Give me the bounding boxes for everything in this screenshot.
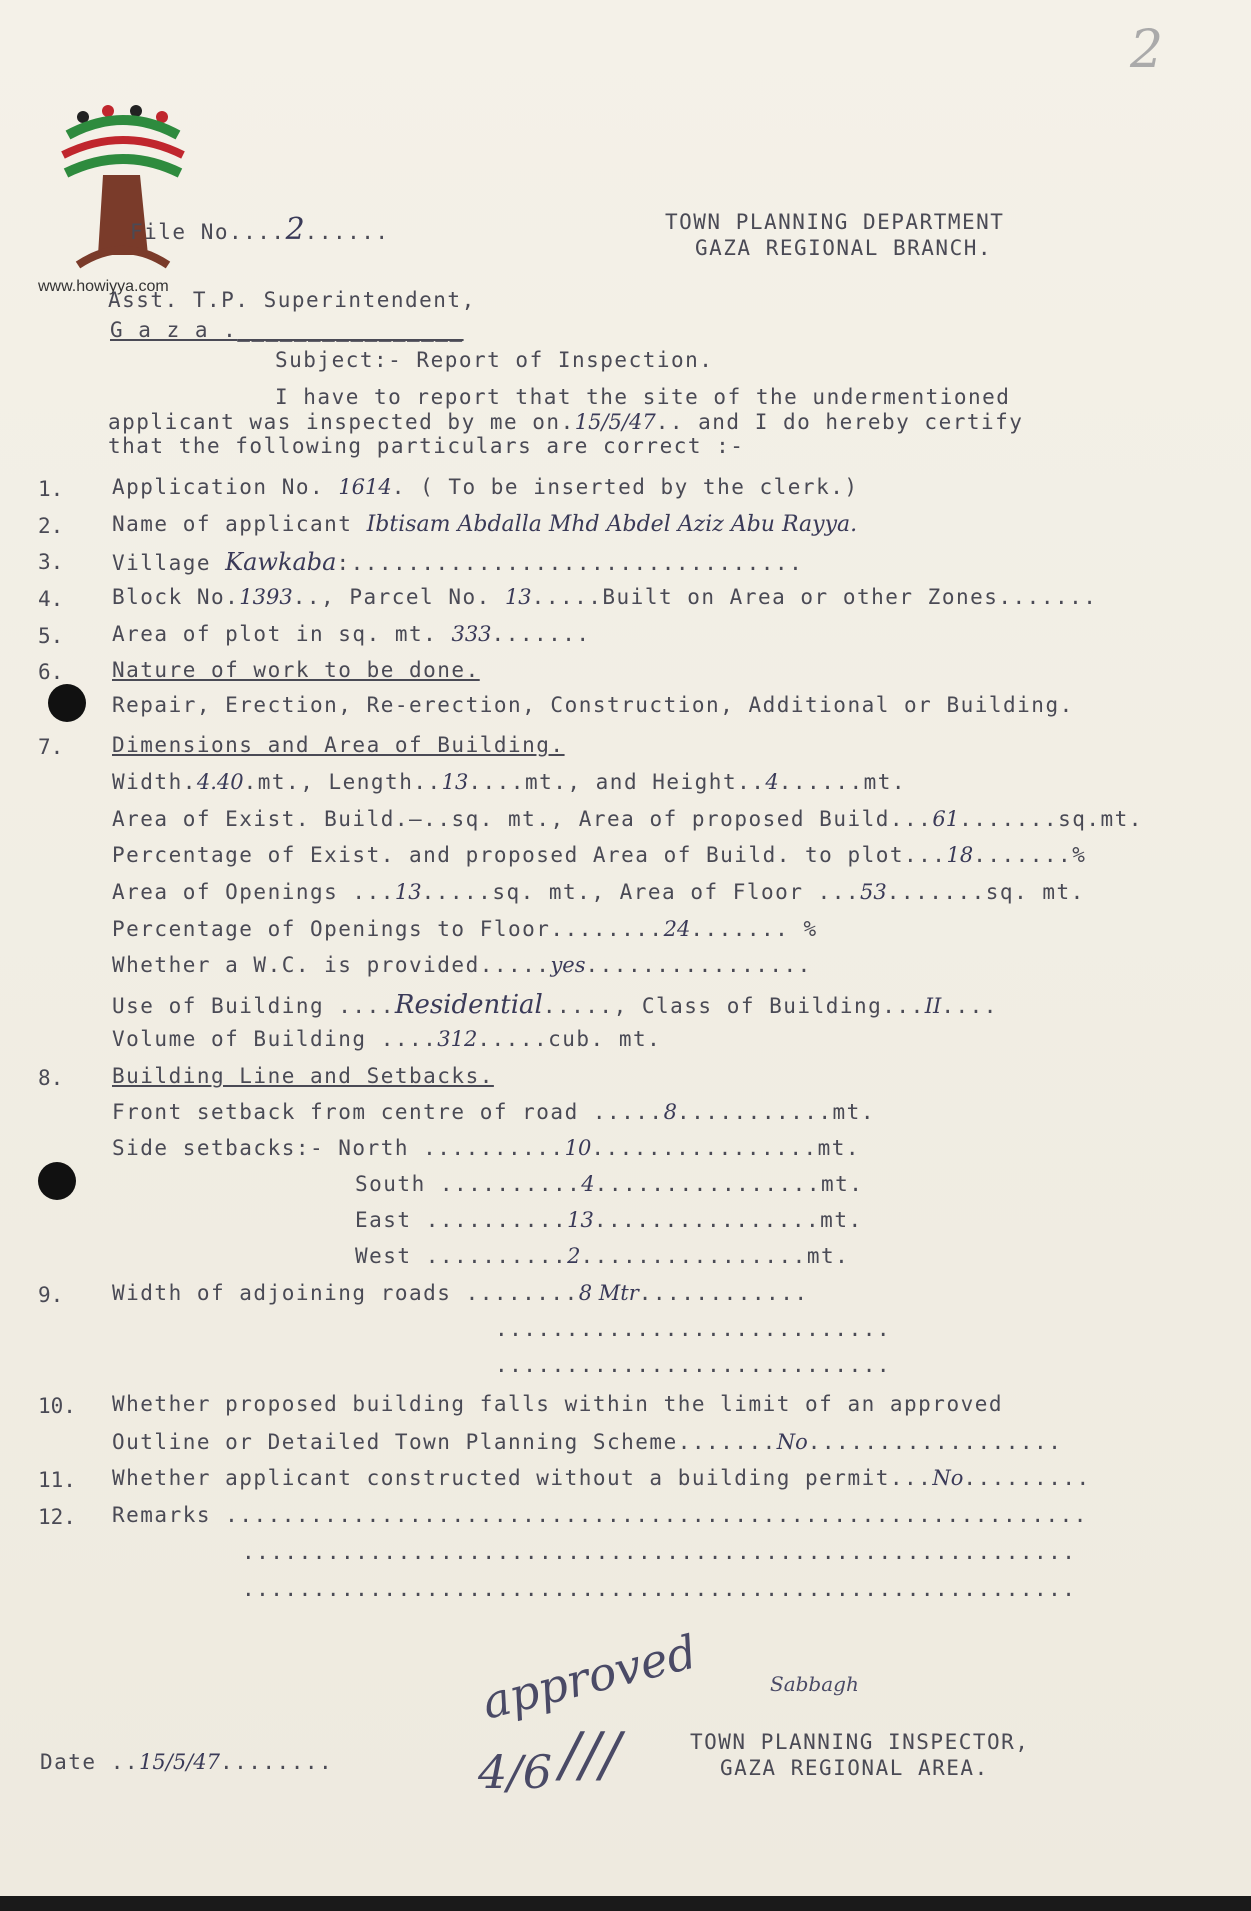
applicant-name: Name of applicant Ibtisam Abdalla Mhd Abdel Aziz Abu Rayya. xyxy=(112,512,858,537)
item-number: 7. xyxy=(38,735,64,759)
item-number: 9. xyxy=(38,1283,64,1307)
initials-mark: /// xyxy=(560,1720,621,1790)
date-annotation: 4/6 xyxy=(478,1745,553,1799)
percentage-line: Percentage of Exist. and proposed Area of Build. to plot...18.......% xyxy=(112,843,1087,867)
scheme-line-1: Whether proposed building falls within the limit of an approved xyxy=(112,1392,1004,1416)
item-number: 2. xyxy=(38,514,64,538)
item-number: 10. xyxy=(38,1394,76,1418)
front-setback: Front setback from centre of road .....8...........mt. xyxy=(112,1100,875,1124)
page-bottom-edge xyxy=(0,1896,1251,1911)
roads-dots-2: ............................ xyxy=(495,1353,892,1377)
howiyya-logo xyxy=(58,105,188,275)
addressee-line-1: Asst. T.P. Superintendent, xyxy=(108,288,476,312)
roads-dots-1: ............................ xyxy=(495,1317,892,1341)
logo-url: www.howiyya.com xyxy=(38,278,169,295)
punch-hole xyxy=(38,1162,76,1200)
item-number: 3. xyxy=(38,550,64,574)
inspector-title-2: GAZA REGIONAL AREA. xyxy=(720,1756,989,1780)
plot-area: Area of plot in sq. mt. 333....... xyxy=(112,622,591,646)
east-setback: East ..........13................mt. xyxy=(355,1208,863,1232)
page-number: 2 xyxy=(1130,20,1164,80)
north-setback: Side setbacks:- North ..........10................mt. xyxy=(112,1136,861,1160)
file-number: File No....2...... xyxy=(130,212,390,247)
building-area-line: Area of Exist. Build.—..sq. mt., Area of proposed Build...61.......sq.mt. xyxy=(112,807,1143,831)
remarks-dots-2: ........................................................... xyxy=(242,1577,1077,1601)
west-setback: West ..........2................mt. xyxy=(355,1244,850,1268)
block-parcel: Block No.1393.., Parcel No. 13.....Built on Area or other Zones....... xyxy=(112,585,1098,609)
wc-line: Whether a W.C. is provided.....yes................ xyxy=(112,953,812,977)
item-number: 1. xyxy=(38,477,64,501)
remarks-line: Remarks ............................................................. xyxy=(112,1503,1088,1527)
application-number: Application No. 1614. ( To be inserted by the clerk.) xyxy=(112,475,859,499)
use-class-line: Use of Building ....Residential....., Class of Building...II.... xyxy=(112,990,998,1020)
item-number: 4. xyxy=(38,587,64,611)
remarks-dots-1: ........................................................... xyxy=(242,1540,1077,1564)
item-number: 11. xyxy=(38,1468,76,1492)
nature-heading: Nature of work to be done. xyxy=(112,658,480,682)
nature-options: Repair, Erection, Re-erection, Construction, Additional or Building. xyxy=(112,693,1074,717)
inspector-signature: Sabbagh xyxy=(770,1672,859,1696)
permit-line: Whether applicant constructed without a building permit...No......... xyxy=(112,1466,1091,1490)
dimensions-line: Width.4.40.mt., Length..13....mt., and Height..4......mt. xyxy=(112,770,907,794)
inspector-title-1: TOWN PLANNING INSPECTOR, xyxy=(690,1730,1030,1754)
dimensions-heading: Dimensions and Area of Building. xyxy=(112,733,565,757)
department-line-1: TOWN PLANNING DEPARTMENT xyxy=(665,210,1005,234)
department-line-2: GAZA REGIONAL BRANCH. xyxy=(695,236,993,260)
approved-annotation: approved xyxy=(476,1624,702,1730)
intro-line-3: that the following particulars are correct :- xyxy=(108,434,745,458)
openings-line: Area of Openings ...13.....sq. mt., Area of Floor ...53.......sq. mt. xyxy=(112,880,1085,904)
intro-line-2: applicant was inspected by me on.15/5/47.. and I do hereby certify xyxy=(108,410,1024,434)
setbacks-heading: Building Line and Setbacks. xyxy=(112,1064,494,1088)
adjoining-roads: Width of adjoining roads ........8 Mtr............ xyxy=(112,1281,809,1305)
item-number: 5. xyxy=(38,624,64,648)
item-number: 6. xyxy=(38,660,64,684)
addressee-line-2: G a z a .________________ xyxy=(110,318,464,342)
south-setback: South ..........4................mt. xyxy=(355,1172,864,1196)
subject: Subject:- Report of Inspection. xyxy=(275,348,714,372)
item-number: 8. xyxy=(38,1066,64,1090)
intro-line-1: I have to report that the site of the undermentioned xyxy=(275,385,1011,409)
punch-hole xyxy=(48,684,86,722)
openings-percentage-line: Percentage of Openings to Floor........24....... % xyxy=(112,917,818,941)
item-number: 12. xyxy=(38,1505,76,1529)
volume-line: Volume of Building ....312.....cub. mt. xyxy=(112,1027,662,1051)
date-line: Date ..15/5/47........ xyxy=(40,1750,334,1774)
village: Village Kawkaba:................................ xyxy=(112,548,804,576)
scheme-line-2: Outline or Detailed Town Planning Scheme.......No.................. xyxy=(112,1430,1063,1454)
